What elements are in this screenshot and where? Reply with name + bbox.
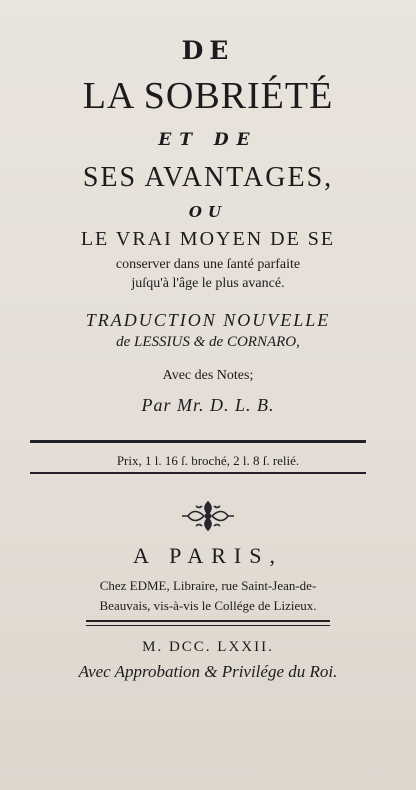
title-line-ou: OU [188, 203, 228, 221]
price-bottom-rule [30, 472, 366, 474]
price-line: Prix, 1 l. 16 ſ. broché, 2 l. 8 ſ. relié. [116, 453, 300, 468]
publisher-line-1: Chez EDME, Libraire, rue Saint-Jean-de- [99, 578, 317, 593]
approbation-line: Avec Approbation & Privilége du Roi. [78, 662, 338, 681]
subtitle-line-jusqu: juſqu'à l'âge le plus avancé. [131, 276, 285, 291]
authors-line: de LESSIUS & de CORNARO, [116, 334, 300, 350]
notes-line: Avec des Notes; [162, 368, 254, 383]
translator-line: Par Mr. D. L. B. [141, 395, 275, 415]
publication-date: M. DCC. LXXII. [142, 639, 274, 655]
publisher-line-2: Beauvais, vis-à-vis le Collége de Lizieux. [99, 598, 317, 613]
imprint-rule-thick [86, 620, 330, 622]
price-top-rule [30, 440, 366, 443]
translation-line: TRADUCTION NOUVELLE [85, 310, 331, 330]
title-line-et-de: ET DE [158, 130, 258, 150]
title-line-de: DE [181, 36, 235, 65]
city-line: A PARIS, [132, 543, 283, 568]
title-line-avantages: SES AVANTAGES, [82, 162, 334, 193]
subtitle-line-vrai-moyen: LE VRAI MOYEN DE SE [80, 228, 336, 250]
fleuron-ornament-icon [178, 496, 238, 536]
subtitle-line-conserver: conserver dans une ſanté parfaite [115, 257, 301, 272]
main-title: LA SOBRIÉTÉ [82, 75, 334, 117]
imprint-rule-thin [86, 625, 330, 626]
